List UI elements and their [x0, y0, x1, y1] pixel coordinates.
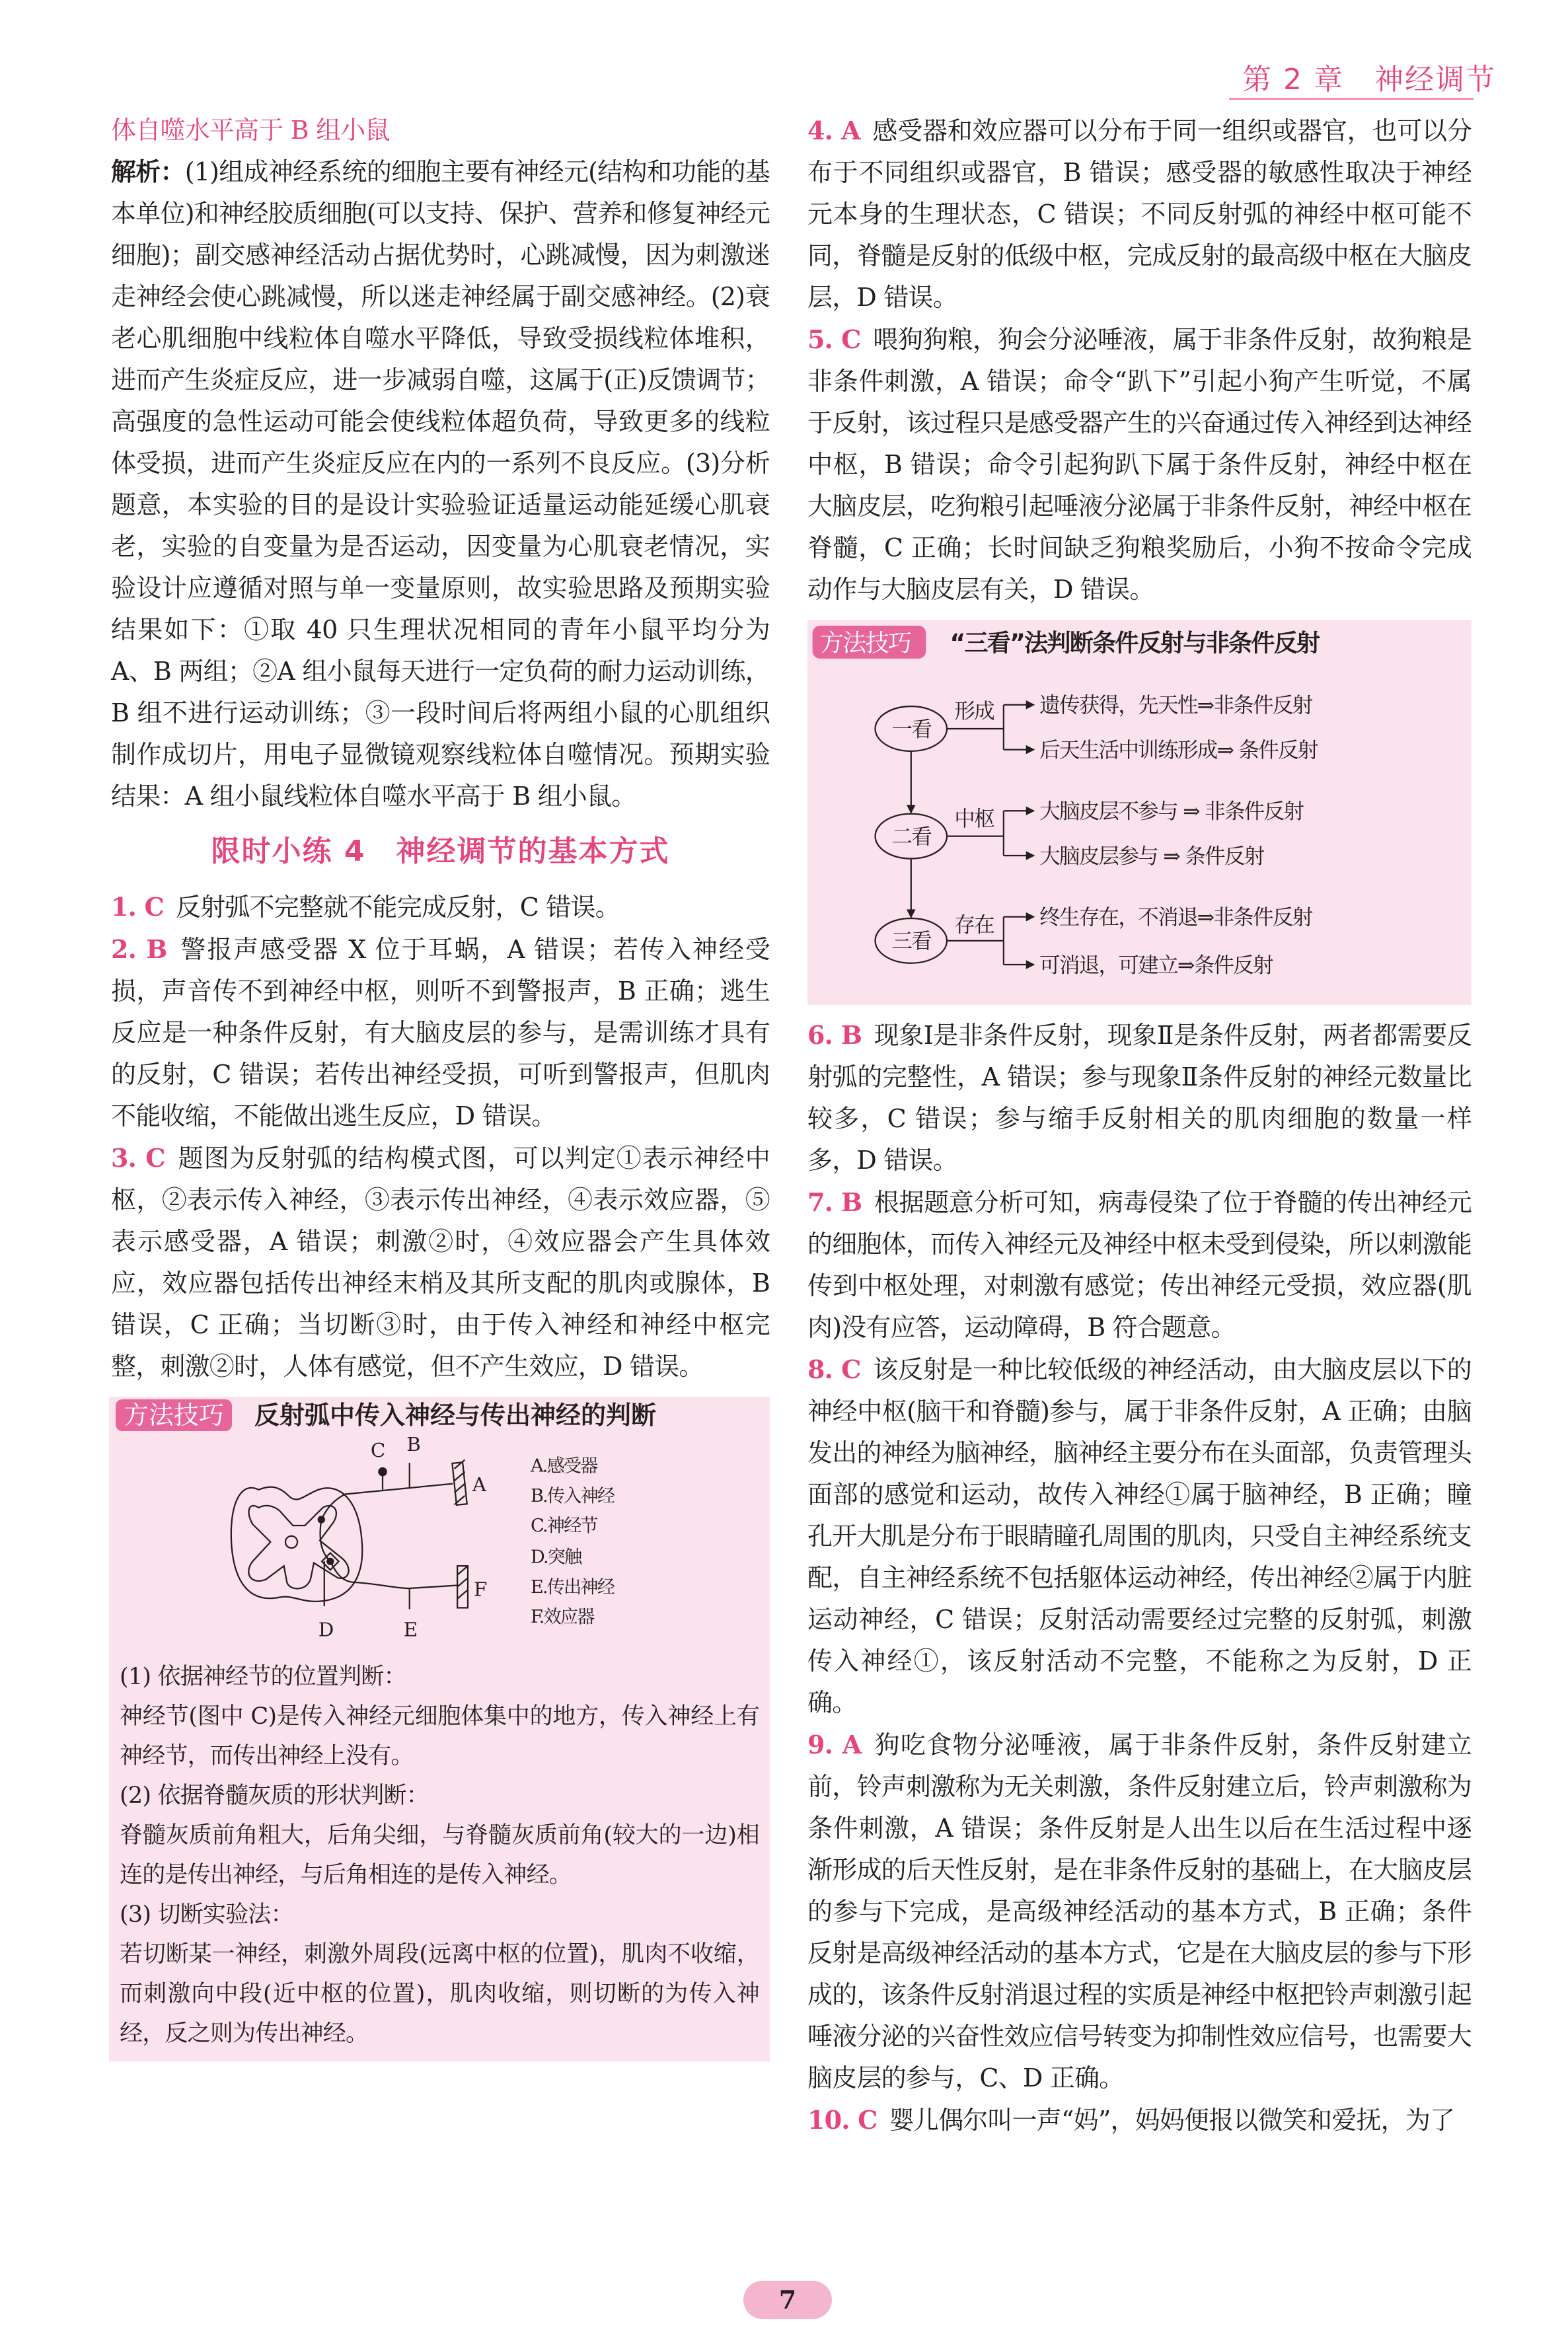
- branch-text: 大脑皮层不参与 ⇒ 非条件反射: [1039, 799, 1304, 824]
- method-tag: 方法技巧: [116, 1399, 232, 1431]
- answer-number: 8. C: [807, 1354, 861, 1384]
- branch-text: 后天生活中训练形成⇒ 条件反射: [1039, 738, 1318, 762]
- criterion-label: 形成: [954, 700, 994, 724]
- note-line: (3) 切断实验法：: [120, 1901, 293, 1928]
- answer-text: 感受器和效应器可以分布于同一组织或器官，也可以分布于不同组织或器官，B 错误；感受器的敏感性取决于神经元本身的生理状态，C 错误；不同反射弧的神经中枢可能不同，脊髓是反射的低级中枢，完成反射的最高级中枢在大脑皮层，D 错误。: [807, 116, 1472, 312]
- branch-text: 大脑皮层参与 ⇒ 条件反射: [1039, 844, 1264, 869]
- label-d: D: [318, 1618, 333, 1641]
- answer-text: 题图为反射弧的结构模式图，可以判定①表示神经中枢，②表示传入神经，③表示传出神经，④表示效应器，⑤表示感受器，A 错误；刺激②时，④效应器会产生具体效应，效应器包括传出神经末梢及其所支配的肌肉或腺体，B 错误，C 正确；当切断③时，由于传入神经和神经中枢完整，刺激②时，人体有感觉，但不产生效应，D 错误。: [111, 1144, 770, 1381]
- answer-number: 6. B: [807, 1020, 862, 1050]
- right-column: [807, 110, 1472, 2141]
- note-line: (1) 依据神经节的位置判断：: [120, 1664, 406, 1690]
- answer-item: [807, 1724, 1472, 2099]
- node-label: 三看: [891, 930, 932, 954]
- answer-number: 9. A: [807, 1730, 862, 1759]
- answer-item: [111, 928, 770, 1137]
- method-tag: 方法技巧: [819, 628, 911, 657]
- method-title: 反射弧中传入神经与传出神经的判断: [254, 1401, 657, 1430]
- legend-item: C.神经节: [531, 1516, 597, 1537]
- answer-text: 该反射是一种比较低级的神经活动，由大脑皮层以下的神经中枢(脑干和脊髓)参与，属于非条件反射，A 正确；由脑发出的神经为脑神经，脑神经主要分布在头面部，负责管理头面部的感觉和运动，故传入神经①属于脑神经，B 正确；瞳孔开大肌是分布于眼睛瞳孔周围的肌肉，只受自主神经系统支配，自主神经系统不包括躯体运动神经，传出神经②属于内脏运动神经，C 错误；反射活动需要经过完整的反射弧，刺激传入神经①，该反射活动不完整，不能称之为反射，D 正确。: [807, 1355, 1472, 1717]
- method-notes: [109, 1397, 770, 2061]
- answer-text: 狗吃食物分泌唾液，属于非条件反射，条件反射建立前，铃声刺激称为无关刺激，条件反射建立后，铃声刺激称为条件刺激，A 错误；条件反射是人出生以后在生活过程中逐渐形成的后天性反射，是在非条件反射的基础上，在大脑皮层的参与下完成，是高级神经活动的基本方式，B 正确；条件反射是高级神经活动的基本方式，它是在大脑皮层的参与下形成的，该条件反射消退过程的实质是神经中枢把铃声刺激引起唾液分泌的兴奋性效应信号转变为抑制性效应信号，也需要大脑皮层的参与，C、D 正确。: [807, 1730, 1472, 2092]
- analysis-label: 解析：: [111, 157, 185, 186]
- criterion-label: 存在: [954, 913, 994, 938]
- node-label: 二看: [891, 825, 932, 849]
- criterion-label: 中枢: [954, 807, 994, 831]
- answer-text: 喂狗狗粮，狗会分泌唾液，属于非条件反射，故狗粮是非条件刺激，A 错误；命令“趴下”引起小狗产生听觉，不属于反射，该过程只是感受器产生的兴奋通过传入神经到达神经中枢，B 错误；命令引起狗趴下属于条件反射，神经中枢在大脑皮层，吃狗粮引起唾液分泌属于非条件反射，神经中枢在脊髓，C 正确；长时间缺乏狗粮奖励后，小狗不按命令完成动作与大脑皮层有关，D 错误。: [807, 325, 1472, 604]
- answer-item: [111, 1137, 770, 1387]
- left-column: [111, 110, 770, 2071]
- analysis-paragraph: [111, 151, 770, 817]
- label-a: A: [472, 1473, 486, 1496]
- answer-number: 7. B: [807, 1187, 862, 1217]
- legend-item: F.效应器: [531, 1607, 594, 1628]
- branch-text: 可消退，可建立⇒条件反射: [1039, 953, 1273, 978]
- answer-item: [807, 2099, 1472, 2141]
- section-title: 限时小练 4 神经调节的基本方式: [211, 834, 670, 868]
- continuation-line: 体自噬水平高于 B 组小鼠: [111, 116, 390, 145]
- label-b: B: [406, 1432, 420, 1456]
- note-line: (2) 依据脊髓灰质的形状判断：: [120, 1783, 429, 1809]
- branch-text: 终生存在，不消退⇒非条件反射: [1039, 905, 1312, 930]
- answer-number: 2. B: [111, 934, 167, 964]
- label-e: E: [403, 1618, 417, 1641]
- note-line: 脊髓灰质前角粗大，后角尖细，与脊髓灰质前角(较大的一边)相连的是传出神经，与后角相连的是传入神经。: [120, 1822, 759, 1888]
- legend-item: A.感受器: [531, 1456, 597, 1477]
- answer-number: 1. C: [111, 892, 164, 922]
- legend-item: D.突触: [531, 1547, 581, 1568]
- answer-item: [111, 886, 770, 928]
- answer-item: [807, 110, 1472, 318]
- answer-item: [807, 1014, 1472, 1181]
- answer-item: [807, 1348, 1472, 1724]
- answer-number: 3. C: [111, 1143, 165, 1173]
- label-c: C: [370, 1438, 385, 1461]
- node-label: 一看: [891, 718, 932, 742]
- answer-text: 根据题意分析可知，病毒侵染了位于脊髓的传出神经元的细胞体，而传入神经元及神经中枢未受到侵染，所以刺激能传到中枢处理，对刺激有感觉；传出神经元受损，效应器(肌肉)没有应答，运动障碍，B 符合题意。: [807, 1188, 1472, 1342]
- method-box-three-looks: [807, 620, 1472, 1005]
- answer-number: 10. C: [807, 2105, 877, 2135]
- method-box-reflex-arc: [109, 1397, 770, 2061]
- answer-number: 4. A: [807, 116, 860, 145]
- answer-text: 反射弧不完整就不能完成反射，C 错误。: [175, 893, 620, 922]
- chapter-header: 第 2 章 神经调节: [1242, 63, 1496, 96]
- answer-text: 婴儿偶尔叫一声“妈”，妈妈便报以微笑和爱抚，为了: [889, 2106, 1455, 2135]
- note-line: 神经节(图中 C)是传入神经元细胞体集中的地方，传入神经上有神经节，而传出神经上没有。: [120, 1703, 759, 1769]
- note-line: 若切断某一神经，刺激外周段(远离中枢的位置)，肌肉不收缩，而刺激向中段(近中枢的位置)，肌肉收缩，则切断的为传入神经，反之则为传出神经。: [120, 1941, 759, 2047]
- method-title: “三看”法判断条件反射与非条件反射: [950, 628, 1320, 657]
- page-number: 7: [743, 2281, 832, 2319]
- branch-text: 遗传获得，先天性⇒非条件反射: [1039, 694, 1312, 718]
- legend-item: B.传入神经: [531, 1485, 615, 1506]
- answer-item: [807, 318, 1472, 610]
- answer-item: [807, 1181, 1472, 1348]
- answer-text: 现象Ⅰ是非条件反射，现象Ⅱ是条件反射，两者都需要反射弧的完整性，A 错误；参与现象Ⅱ条件反射的神经元数量比较多，C 错误；参与缩手反射相关的肌肉细胞的数量一样多，D 错误。: [807, 1021, 1472, 1175]
- analysis-text: (1)组成神经系统的细胞主要有神经元(结构和功能的基本单位)和神经胶质细胞(可以支持、保护、营养和修复神经元细胞)；副交感神经活动占据优势时，心跳减慢，因为刺激迷走神经会使心跳减慢，所以迷走神经属于副交感神经。(2)衰老心肌细胞中线粒体自噬水平降低，导致受损线粒体堆积，进而产生炎症反应，进一步减弱自噬，这属于(正)反馈调节；高强度的急性运动可能会使线粒体超负荷，导致更多的线粒体受损，进而产生炎症反应在内的一系列不良反应。(3)分析题意，本实验的目的是设计实验验证适量运动能延缓心肌衰老，实验的自变量为是否运动，因变量为心肌衰老情况，实验设计应遵循对照与单一变量原则，故实验思路及预期实验结果如下：①取 40 只生理状况相同的青年小鼠平均分为 A、B 两组；②A 组小鼠每天进行一定负荷的耐力运动训练，B 组不进行运动训练；③一段时间后将两组小鼠的心肌组织制作成切片，用电子显微镜观察线粒体自噬情况。预期实验结果：A 组小鼠线粒体自噬水平高于 B 组小鼠。: [111, 157, 770, 811]
- label-f: F: [474, 1578, 486, 1601]
- header-divider: [1229, 98, 1474, 100]
- answer-text: 警报声感受器 X 位于耳蜗，A 错误；若传入神经受损，声音传不到神经中枢，则听不到警报声，B 正确；逃生反应是一种条件反射，有大脑皮层的参与，是需训练才具有的反射，C 错误；若传出神经受损，可听到警报声，但肌肉不能收缩，不能做出逃生反应，D 错误。: [111, 935, 770, 1130]
- legend-item: E.传出神经: [531, 1576, 615, 1598]
- answer-number: 5. C: [807, 324, 861, 354]
- three-looks-diagram: [807, 620, 1472, 1005]
